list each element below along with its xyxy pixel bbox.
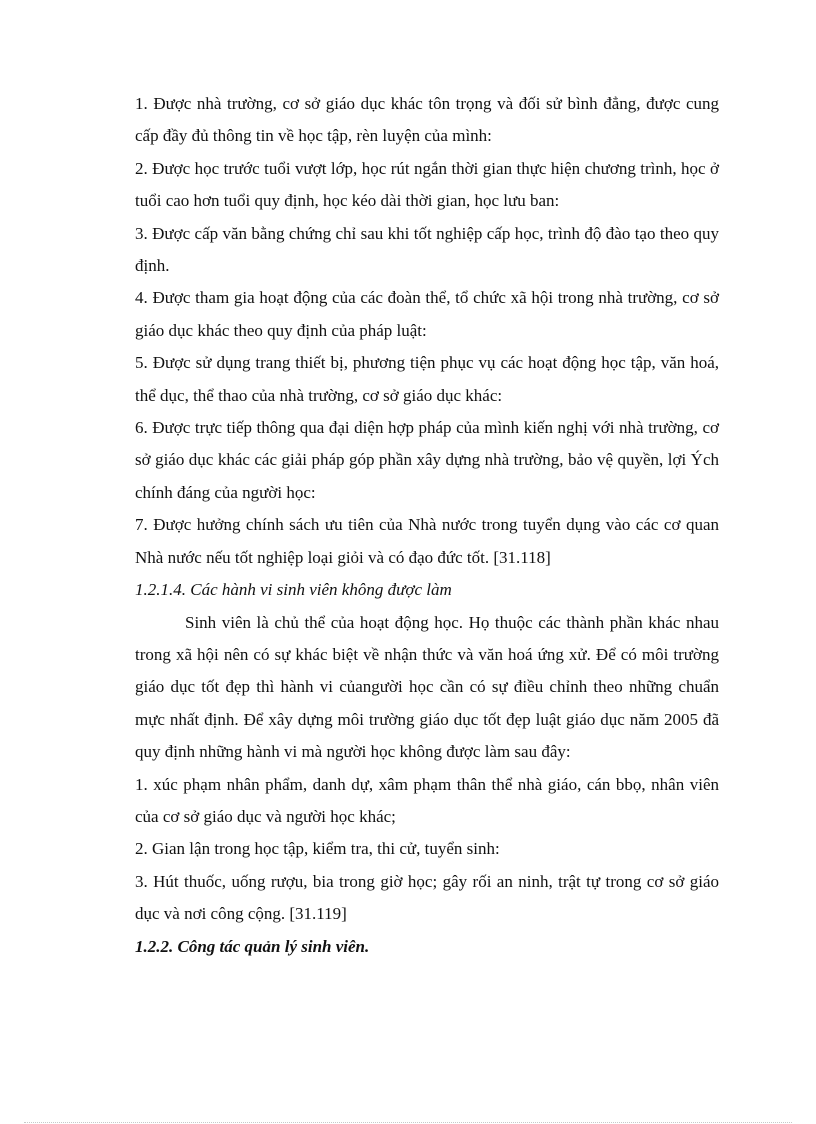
prohibited-item-2: 2. Gian lận trong học tập, kiểm tra, thi cử, tuyển sinh: xyxy=(135,839,500,859)
rights-item-5: 5. Được sử dụng trang thiết bị, phương tiện phục vụ các hoạt động học tập, văn hoá, thể dục, thể thao của nhà trường, cơ sở giáo dục khác: xyxy=(135,353,719,405)
prohibited-item-3: 3. Hút thuốc, uống rượu, bia trong giờ học; gây rối an ninh, trật tự trong cơ sở giáo dục và nơi công cộng. [31.119] xyxy=(135,871,719,924)
rights-item-3: 3. Được cấp văn bằng chứng chỉ sau khi tốt nghiệp cấp học, trình độ đào tạo theo quy định. xyxy=(135,223,719,276)
rights-item-2: 2. Được học trước tuổi vượt lớp, học rút ngắn thời gian thực hiện chương trình, học ở tuổi cao hơn tuổi quy định, học kéo dài thời gian, học lưu ban: xyxy=(135,158,719,211)
section-122-title: 1.2.2. Công tác quản lý sinh viên. xyxy=(135,936,370,956)
rights-item-6: 6. Được trực tiếp thông qua đại diện hợp pháp của mình kiến nghị với nhà trường, cơ sở giáo dục khác các giải pháp góp phần xây dựng nhà trường, bảo vệ quyền, lợi Ých chính đáng của người học: xyxy=(135,418,719,502)
section-1214-title: 1.2.1.4. Các hành vi sinh viên không được làm xyxy=(135,580,452,600)
rights-item-1: 1. Được nhà trường, cơ sở giáo dục khác tôn trọng và đối sử bình đẳng, được cung cấp đầy đủ thông tin về học tập, rèn luyện của mình: xyxy=(135,94,719,146)
document-page xyxy=(135,88,719,963)
rights-item-4: 4. Được tham gia hoạt động của các đoàn thể, tổ chức xã hội trong nhà trường, cơ sở giáo dục khác theo quy định của pháp luật: xyxy=(135,288,719,340)
prohibited-item-1: 1. xúc phạm nhân phẩm, danh dự, xâm phạm thân thể nhà giáo, cán bbọ, nhân viên của cơ sở giáo dục và người học khác; xyxy=(135,774,719,826)
section-1214-intro: Sinh viên là chủ thể của hoạt động học. Họ thuộc các thành phần khác nhau trong xã hội nên có sự khác biệt về nhận thức và văn hoá ứng xử. Để có môi trường giáo dục tốt đẹp thì hành vi củangười học cần có sự điều chỉnh theo những chuẩn mực nhất định. Để xây dựng môi trường giáo dục tốt đẹp luật giáo dục năm 2005 đã quy định những hành vi mà người học không được làm sau đây: xyxy=(135,612,719,762)
rights-item-7: 7. Được hưởng chính sách ưu tiên của Nhà nước trong tuyển dụng vào các cơ quan Nhà nước nếu tốt nghiệp loại giỏi và có đạo đức tốt. [31.118] xyxy=(135,515,719,567)
